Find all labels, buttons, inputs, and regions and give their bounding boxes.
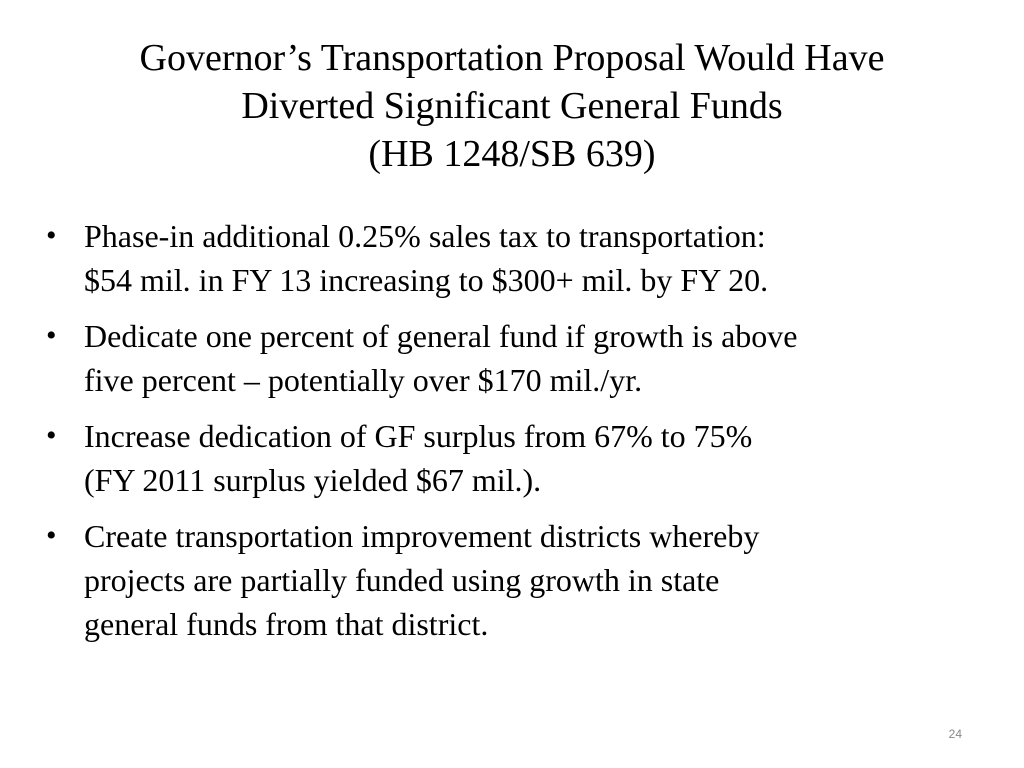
- bullet-list: [44, 214, 984, 658]
- bullet-dot-icon: •: [46, 519, 57, 552]
- bullet-text-line: Increase dedication of GF surplus from 67% to 75%: [84, 418, 753, 454]
- bullet-text-line: Phase-in additional 0.25% sales tax to transportation:: [84, 218, 766, 254]
- bullet-text-line: $54 mil. in FY 13 increasing to $300+ mil. by FY 20.: [84, 262, 769, 298]
- slide-title: [40, 34, 984, 178]
- title-line: (HB 1248/SB 639): [368, 133, 656, 175]
- bullet-dot-icon: •: [46, 419, 57, 452]
- bullet-text-line: Create transportation improvement districts whereby: [84, 518, 760, 554]
- bullet-text-line: Dedicate one percent of general fund if growth is above: [84, 318, 798, 354]
- bullet-text-line: (FY 2011 surplus yielded $67 mil.).: [84, 462, 542, 498]
- bullet-text-line: five percent – potentially over $170 mil./yr.: [84, 362, 643, 398]
- title-line: Governor’s Transportation Proposal Would Have: [139, 37, 885, 79]
- bullet-dot-icon: •: [46, 319, 57, 352]
- bullet-text-line: projects are partially funded using growth in state: [84, 562, 720, 598]
- bullet-text-line: general funds from that district.: [84, 606, 489, 642]
- bullet-item: [44, 414, 984, 502]
- title-line: Diverted Significant General Funds: [241, 85, 783, 127]
- bullet-dot-icon: •: [46, 219, 57, 252]
- slide-number: 24: [948, 727, 962, 741]
- bullet-item: [44, 214, 984, 302]
- bullet-item: [44, 314, 984, 402]
- bullet-item: [44, 514, 984, 646]
